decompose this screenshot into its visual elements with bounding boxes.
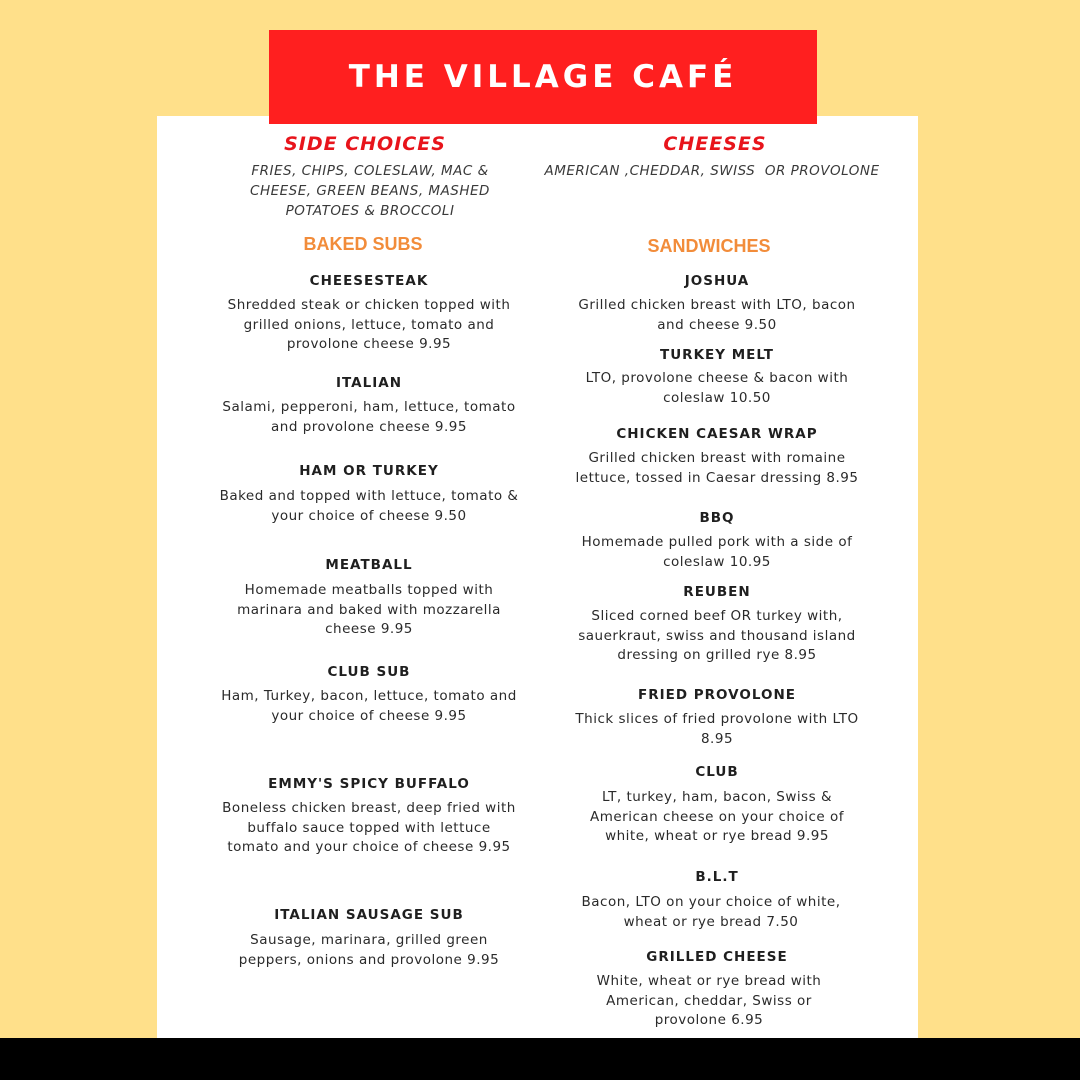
baked-subs-heading: BAKED SUBS <box>303 234 423 254</box>
item-reuben-desc: Sliced corned beef OR turkey with, sauerkraut, swiss and thousand island dressing on grilled rye 8.95 <box>578 608 856 663</box>
item-fried-provolone-desc: Thick slices of fried provolone with LTO 8.95 <box>575 711 859 747</box>
item-bbq-name: BBQ <box>699 510 735 526</box>
item-turkey-melt-name: TURKEY MELT <box>660 347 774 363</box>
side-choices-heading: SIDE CHOICES <box>284 133 446 155</box>
item-caesar-wrap-name: CHICKEN CAESAR WRAP <box>616 426 818 442</box>
cafe-title: THE VILLAGE CAFÉ <box>348 59 738 95</box>
cheeses-heading: CHEESES <box>663 133 767 155</box>
item-cheesesteak-desc: Shredded steak or chicken topped with grilled onions, lettuce, tomato and provolone cheese 9.95 <box>227 297 511 352</box>
item-club-desc: LT, turkey, ham, bacon, Swiss & American cheese on your choice of white, wheat or rye bread 9.95 <box>589 789 845 844</box>
item-blt-name: B.L.T <box>695 869 739 885</box>
item-turkey-melt-desc: LTO, provolone cheese & bacon with coleslaw 10.50 <box>585 370 849 406</box>
sandwiches-heading: SANDWICHES <box>647 236 771 256</box>
item-italian-name: ITALIAN <box>335 375 402 391</box>
bottom-bar <box>0 1038 1080 1080</box>
item-caesar-wrap-desc: Grilled chicken breast with romaine lettuce, tossed in Caesar dressing 8.95 <box>575 450 859 486</box>
item-reuben-name: REUBEN <box>683 584 751 600</box>
cheeses-list: AMERICAN ,CHEDDAR, SWISS OR PROVOLONE <box>544 163 880 179</box>
item-grilled-cheese-name: GRILLED CHEESE <box>646 949 788 965</box>
item-bbq-desc: Homemade pulled pork with a side of coleslaw 10.95 <box>581 534 853 570</box>
item-ham-turkey-name: HAM OR TURKEY <box>299 463 439 479</box>
item-sausage-sub-desc: Sausage, marinara, grilled green peppers, onions and provolone 9.95 <box>238 932 500 968</box>
item-sausage-sub-name: ITALIAN SAUSAGE SUB <box>274 907 464 923</box>
item-italian-desc: Salami, pepperoni, ham, lettuce, tomato and provolone cheese 9.95 <box>222 399 516 435</box>
item-blt-desc: Bacon, LTO on your choice of white, wheat or rye bread 7.50 <box>581 894 841 930</box>
item-ham-turkey-desc: Baked and topped with lettuce, tomato & your choice of cheese 9.50 <box>219 488 519 524</box>
item-joshua-desc: Grilled chicken breast with LTO, bacon and cheese 9.50 <box>578 297 856 333</box>
item-club-sub-desc: Ham, Turkey, bacon, lettuce, tomato and your choice of cheese 9.95 <box>221 688 517 724</box>
item-meatball-name: MEATBALL <box>325 557 413 573</box>
item-club-sub-name: CLUB SUB <box>327 664 411 680</box>
item-spicy-buffalo-desc: Boneless chicken breast, deep fried with buffalo sauce topped with lettuce tomato and your choice of cheese 9.95 <box>222 800 516 855</box>
item-cheesesteak-name: CHEESESTEAK <box>309 273 429 289</box>
title-banner <box>269 30 817 124</box>
item-joshua-name: JOSHUA <box>684 273 750 289</box>
item-grilled-cheese-desc: White, wheat or rye bread with American, cheddar, Swiss or provolone 6.95 <box>596 973 822 1028</box>
item-fried-provolone-name: FRIED PROVOLONE <box>638 687 796 703</box>
side-choices-list: FRIES, CHIPS, COLESLAW, MAC & CHEESE, GREEN BEANS, MASHED POTATOES & BROCCOLI <box>250 163 490 219</box>
item-spicy-buffalo-name: EMMY'S SPICY BUFFALO <box>268 776 470 792</box>
item-club-name: CLUB <box>695 764 739 780</box>
item-meatball-desc: Homemade meatballs topped with marinara and baked with mozzarella cheese 9.95 <box>237 582 501 637</box>
